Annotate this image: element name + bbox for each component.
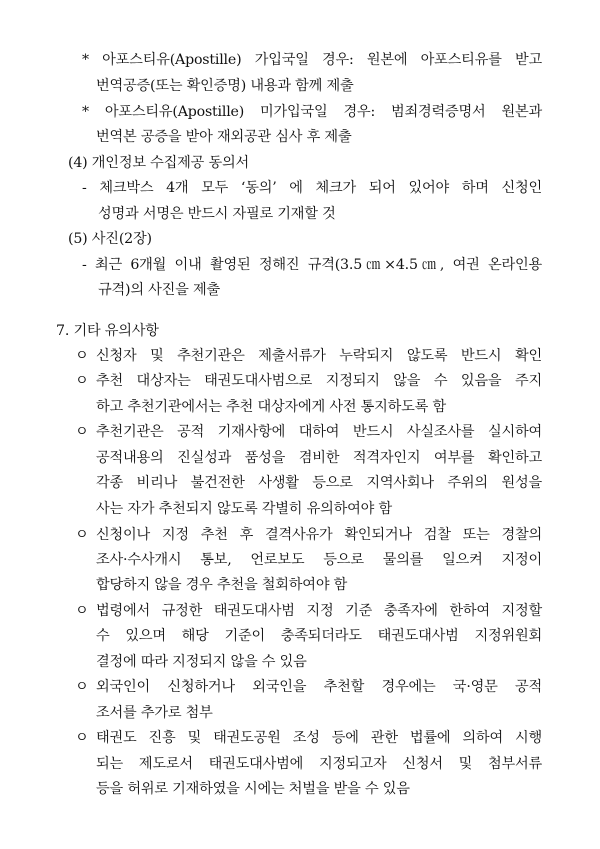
apostille-note-line: * 아포스티유(Apostille) 미가입국일 경우: 범죄경력증명서 원본과 xyxy=(82,104,542,120)
apostille-note-line: 번역본 공증을 받아 재외공관 심사 후 제출 xyxy=(96,129,352,145)
bullet-text: 하고 추천기관에서는 추천 대상자에게 사전 통지하도록 함 xyxy=(96,399,446,415)
bullet-text: 신청자 및 추천기관은 제출서류가 누락되지 않도록 반드시 확인 xyxy=(96,348,542,364)
bullet-mark: ㅇ xyxy=(75,373,89,389)
bullet-text: 사는 자가 추천되지 않도록 각별히 유의하여야 함 xyxy=(96,501,392,517)
section7-heading: 7. 기타 유의사항 xyxy=(56,323,159,339)
bullet-text: 되는 제도로서 태권도대사범에 지정되고자 신청서 및 첨부서류 xyxy=(96,756,542,772)
item5-heading: (5) 사진(2장) xyxy=(68,231,152,247)
bullet-text: 태권도 진흥 및 태권도공원 조성 등에 관한 법률에 의하여 시행 xyxy=(96,730,542,746)
bullet-text: 신청이나 지정 추천 후 결격사유가 확인되거나 검찰 또는 경찰의 xyxy=(96,527,542,543)
bullet-text: 추천기관은 공적 기재사항에 대하여 반드시 사실조사를 실시하여 xyxy=(96,424,542,440)
bullet-text: 결정에 따라 지정되지 않을 수 있음 xyxy=(96,654,307,670)
bullet-text: 수 있으며 해당 기준이 충족되더라도 태권도대사범 지정위원회 xyxy=(96,628,542,644)
bullet-text: 조사·수사개시 통보, 언로보도 등으로 물의를 일으켜 지정이 xyxy=(96,552,542,568)
bullet-text: 합당하지 않을 경우 추천을 철회하여야 함 xyxy=(96,577,348,593)
bullet-mark: ㅇ xyxy=(75,527,89,543)
bullet-mark: ㅇ xyxy=(75,730,89,746)
item5-line: - 최근 6개월 이내 촬영된 정해진 규격(3.5㎝×4.5㎝, 여권 온라인용 xyxy=(82,257,542,273)
bullet-text: 법령에서 규정한 태권도대사범 지정 기준 충족자에 한하여 지정할 xyxy=(96,603,542,619)
apostille-note-line: * 아포스티유(Apostille) 가입국일 경우: 원본에 아포스티유를 받고 xyxy=(82,52,542,68)
bullet-mark: ㅇ xyxy=(75,348,89,364)
bullet-mark: ㅇ xyxy=(75,424,89,440)
apostille-note-line: 번역공증(또는 확인증명) 내용과 함께 제출 xyxy=(96,78,354,94)
item5-line: 규격)의 사진을 제출 xyxy=(98,282,220,298)
bullet-mark: ㅇ xyxy=(75,603,89,619)
item4-line: 성명과 서명은 반드시 자필로 기재할 것 xyxy=(98,206,336,222)
bullet-mark: ㅇ xyxy=(75,679,89,695)
bullet-text: 등을 허위로 기재하였을 시에는 처벌을 받을 수 있음 xyxy=(96,781,410,797)
bullet-text: 공적내용의 진실성과 품성을 겸비한 적격자인지 여부를 확인하고 xyxy=(96,450,542,466)
bullet-text: 각종 비리나 불건전한 사생활 등으로 지역사회나 주위의 원성을 xyxy=(96,475,542,491)
bullet-text: 외국인이 신청하거나 외국인을 추천할 경우에는 국·영문 공적 xyxy=(96,679,542,695)
bullet-text: 조서를 추가로 첨부 xyxy=(96,705,213,721)
bullet-text: 추천 대상자는 태권도대사범으로 지정되지 않을 수 있음을 주지 xyxy=(96,373,542,389)
item4-line: - 체크박스 4개 모두 ‘동의’ 에 체크가 되어 있어야 하며 신청인 xyxy=(82,180,542,196)
item4-heading: (4) 개인정보 수집제공 동의서 xyxy=(68,155,249,171)
